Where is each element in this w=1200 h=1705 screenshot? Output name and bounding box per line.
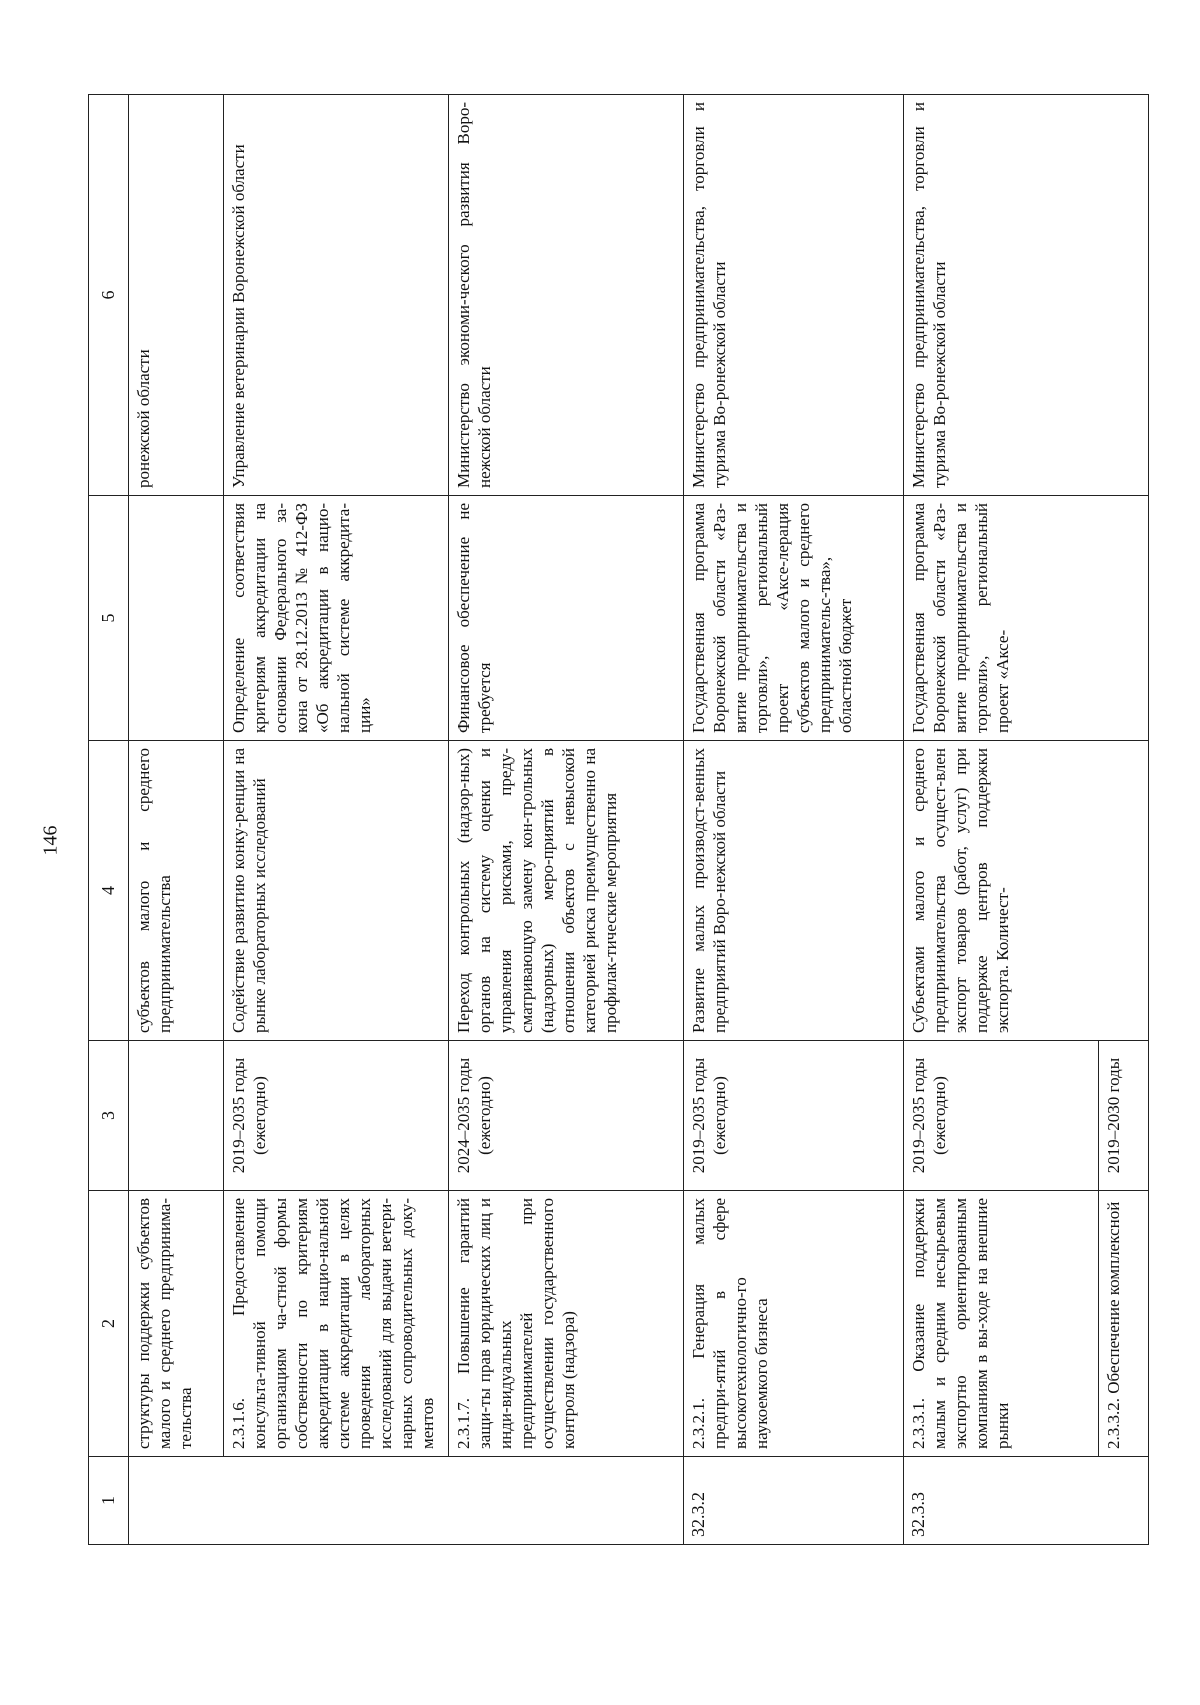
- result-cell: Субъектами малого и среднего предпринимательства осущест-влен экспорт товаров (работ, услуг) при поддержке центров поддержки экспорта. Количест-: [904, 741, 1149, 1041]
- finance-cell: Финансовое обеспечение не требуется: [449, 496, 684, 741]
- period-cell: 2019–2030 годы: [1099, 1041, 1149, 1191]
- finance-cell: Государственная программа Воронежской области «Раз-витие предпринимательства и торговли», региональный проект «Аксе-: [904, 496, 1149, 741]
- finance-cell: Государственная программа Воронежской области «Раз-витие предпринимательства и торговли», региональный проект «Аксе-лерация субъектов малого и среднего предпринимательс-тва», областной бюджет: [684, 496, 904, 741]
- code-cell: 32.3.3: [904, 1457, 1149, 1545]
- period-cell: [129, 1041, 224, 1191]
- measure-cell: 2.3.3.2. Обеспечение комплексной: [1099, 1191, 1149, 1457]
- column-header: 1: [89, 1457, 129, 1545]
- result-cell: субъектов малого и среднего предпринимательства: [129, 741, 224, 1041]
- measure-cell: 2.3.3.1. Оказание поддержки малым и средним несырьевым экспортно ориентированным компаниям в вы-ходе на внешние рынки: [904, 1191, 1099, 1457]
- measure-cell: 2.3.2.1. Генерация малых предпри-ятий в сфере высокотехнологично-го наукоемкого бизнеса: [684, 1191, 904, 1457]
- column-header: 5: [89, 496, 129, 741]
- column-header: 2: [89, 1191, 129, 1457]
- code-cell: 32.3.2: [684, 1457, 904, 1545]
- finance-cell: Определение соответствия критериям аккредитации на основании Федерального за-кона от 28.12.2013 № 412-ФЗ «Об аккредитации в нацио-нальной системе аккредита-ции»: [224, 496, 449, 741]
- result-cell: Содействие развитию конку-ренции на рынке лабораторных исследований: [224, 741, 449, 1041]
- table-row: [684, 95, 904, 1545]
- code-cell: [129, 1457, 684, 1545]
- period-cell: 2019–2035 годы (ежегодно): [224, 1041, 449, 1191]
- executor-cell: Министерство предпринимательства, торговли и туризма Во-ронежской области: [904, 95, 1149, 496]
- column-header: 6: [89, 95, 129, 496]
- column-header: 3: [89, 1041, 129, 1191]
- plan-table: [88, 94, 1149, 1545]
- result-cell: Развитие малых производст-венных предприятий Воро-нежской области: [684, 741, 904, 1041]
- executor-cell: Управление ветеринарии Воронежской области: [224, 95, 449, 496]
- table-row: [449, 95, 684, 1545]
- measure-cell: структуры поддержки субъектов малого и среднего предпринима-тельства: [129, 1191, 224, 1457]
- table-row: [129, 95, 224, 1545]
- period-cell: 2024–2035 годы (ежегодно): [449, 1041, 684, 1191]
- table-header-row: [89, 95, 129, 1545]
- result-cell: Переход контрольных (надзор-ных) органов на систему оценки и управления рисками, преду-сматривающую замену кон-трольных (надзорных) меро-приятий в отношении объектов с невысокой категорией риска преимущественно на профилак-тические мероприятия: [449, 741, 684, 1041]
- executor-cell: Министерство предпринимательства, торговли и туризма Во-ронежской области: [684, 95, 904, 496]
- executor-cell: ронежской области: [129, 95, 224, 496]
- executor-cell: Министерство экономи-ческого развития Воро-нежской области: [449, 95, 684, 496]
- finance-cell: [129, 496, 224, 741]
- measure-cell: 2.3.1.7. Повышение гарантий защи-ты прав юридических лиц и инди-видуальных предпринимателей при осуществлении государственного контроля (надзора): [449, 1191, 684, 1457]
- column-header: 4: [89, 741, 129, 1041]
- measure-cell: 2.3.1.6. Предоставление консульта-тивной помощи организациям ча-стной формы собственности по критериям аккредитации в нацио-нальной системе аккредитации в целях проведения лабораторных исследований для выдачи ветери-нарных сопроводительных доку-ментов: [224, 1191, 449, 1457]
- period-cell: 2019–2035 годы (ежегодно): [684, 1041, 904, 1191]
- rotated-table-container: [88, 95, 1148, 1545]
- table-row: [224, 95, 449, 1545]
- page-number: 146: [39, 825, 62, 855]
- period-cell: 2019–2035 годы (ежегодно): [904, 1041, 1099, 1191]
- table-row: [904, 95, 1099, 1545]
